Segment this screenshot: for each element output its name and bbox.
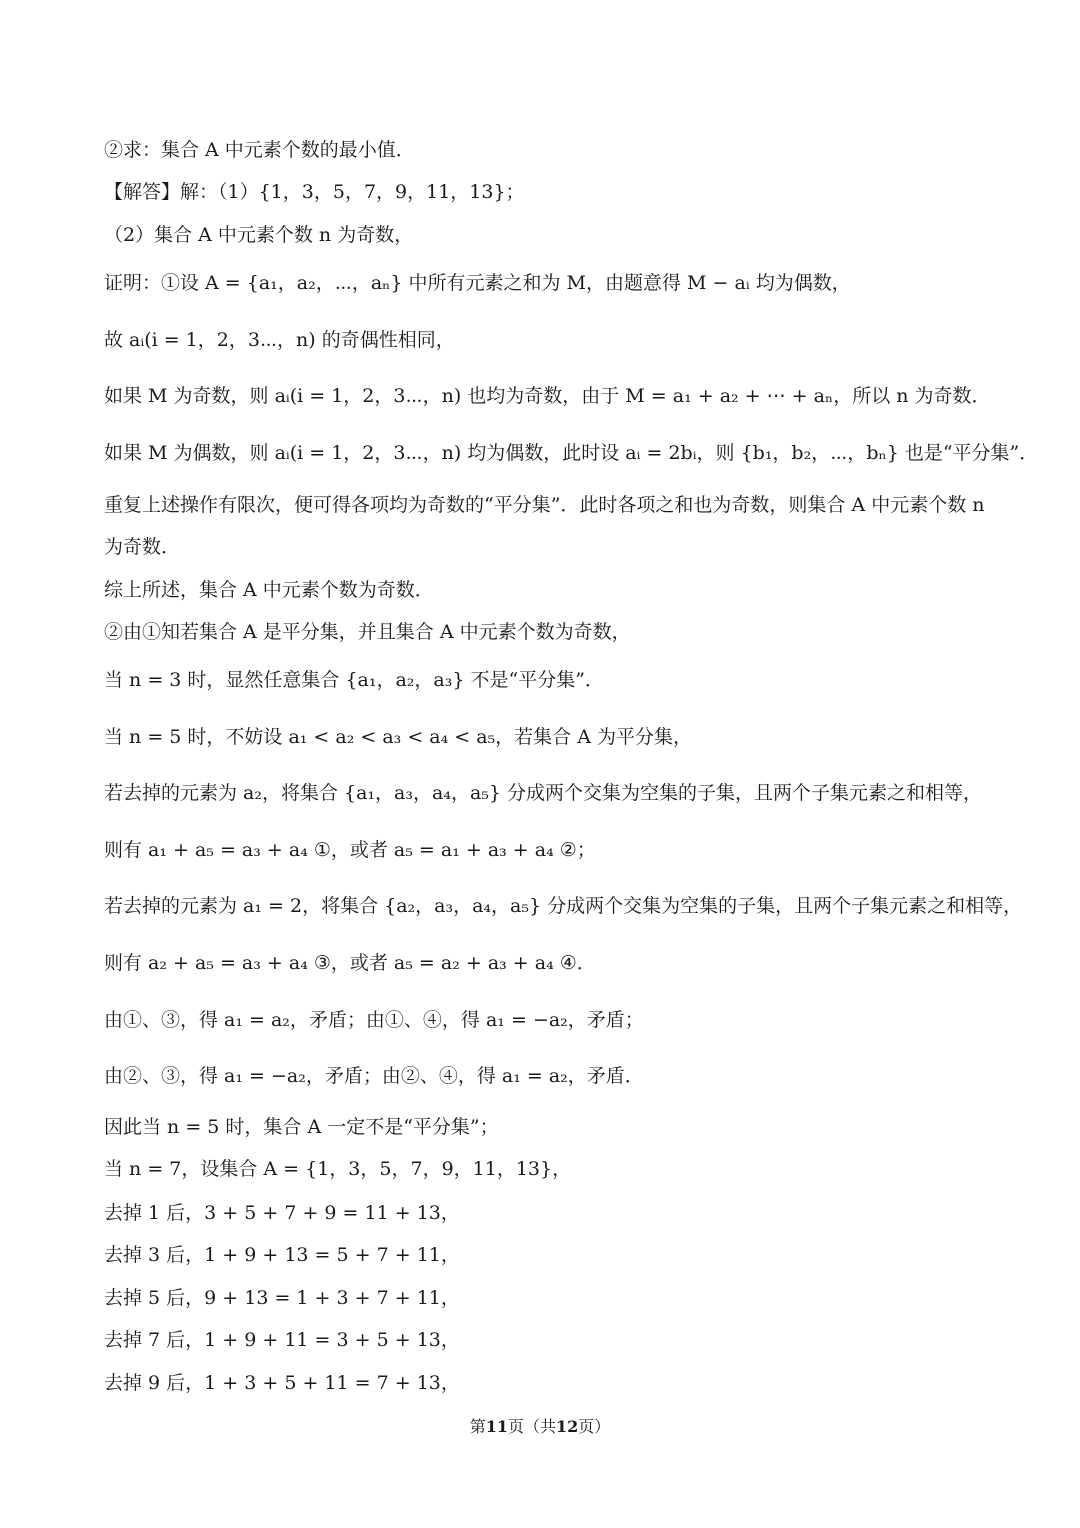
footer-prefix: 第	[469, 1417, 486, 1436]
text-line: 去掉 5 后，9 + 13 = 1 + 3 + 7 + 11，	[104, 1287, 460, 1309]
text-line: 【解答】解：（1）{1，3，5，7，9，11，13}；	[104, 181, 525, 203]
text-line: 证明：①设 A = {a₁，a₂，⋯，aₙ} 中所有元素之和为 M，由题意得 M − aᵢ 均为偶数，	[104, 272, 851, 294]
footer-mid: 页（共	[507, 1417, 556, 1436]
text-line: 当 n = 7，设集合 A = {1，3，5，7，9，11，13}，	[104, 1158, 572, 1180]
text-line: 为奇数．	[104, 536, 181, 558]
text-line: 当 n = 3 时，显然任意集合 {a₁，a₂，a₃} 不是“平分集”．	[104, 669, 604, 691]
text-line: 若去掉的元素为 a₁ = 2，将集合 {a₂，a₃，a₄，a₅} 分成两个交集为空集的子集，且两个子集元素之和相等，	[104, 895, 1023, 917]
text-line: 综上所述，集合 A 中元素个数为奇数．	[104, 579, 434, 601]
text-line: 去掉 9 后，1 + 3 + 5 + 11 = 7 + 13，	[104, 1372, 460, 1394]
text-line: 则有 a₁ + a₅ = a₃ + a₄ ①，或者 a₅ = a₁ + a₃ + a₄ ②；	[104, 839, 596, 861]
text-line: （2）集合 A 中元素个数 n 为奇数，	[104, 224, 414, 246]
text-line: 则有 a₂ + a₅ = a₃ + a₄ ③，或者 a₅ = a₂ + a₃ + a₄ ④．	[104, 952, 596, 974]
text-line: 去掉 1 后，3 + 5 + 7 + 9 = 11 + 13，	[104, 1202, 460, 1224]
page-footer	[0, 1416, 1080, 1438]
text-line: 因此当 n = 5 时，集合 A 一定不是“平分集”；	[104, 1116, 499, 1138]
page-number: 11	[485, 1417, 508, 1436]
text-line: 重复上述操作有限次，便可得各项均为奇数的“平分集”．此时各项之和也为奇数，则集合 A 中元素个数 n	[104, 494, 985, 516]
footer-suffix: 页）	[578, 1417, 611, 1436]
text-line: 若去掉的元素为 a₂，将集合 {a₁，a₃，a₄，a₅} 分成两个交集为空集的子集，且两个子集元素之和相等，	[104, 782, 983, 804]
text-line: 由②、③，得 a₁ = −a₂，矛盾；由②、④，得 a₁ = a₂，矛盾．	[104, 1065, 644, 1087]
text-line: 去掉 3 后，1 + 9 + 13 = 5 + 7 + 11，	[104, 1244, 460, 1266]
text-line: 当 n = 5 时，不妨设 a₁ < a₂ < a₃ < a₄ < a₅，若集合 A 为平分集，	[104, 726, 692, 748]
text-line: ②求：集合 A 中元素个数的最小值．	[104, 139, 415, 161]
text-line: 如果 M 为偶数，则 aᵢ(i = 1，2，3⋯，n) 均为偶数，此时设 aᵢ = 2bᵢ，则 {b₁，b₂，⋯，bₙ} 也是“平分集”．	[104, 442, 1039, 464]
text-line: 如果 M 为奇数，则 aᵢ(i = 1，2，3⋯，n) 也均为奇数，由于 M = a₁ + a₂ + ⋯ + aₙ，所以 n 为奇数．	[104, 385, 991, 407]
text-line: 去掉 7 后，1 + 9 + 11 = 3 + 5 + 13，	[104, 1329, 460, 1351]
page-total: 12	[556, 1417, 579, 1436]
text-line: 故 aᵢ(i = 1，2，3⋯，n) 的奇偶性相同，	[104, 329, 455, 351]
text-line: 由①、③，得 a₁ = a₂，矛盾；由①、④，得 a₁ = −a₂，矛盾；	[104, 1009, 644, 1031]
text-line: ②由①知若集合 A 是平分集，并且集合 A 中元素个数为奇数，	[104, 621, 631, 643]
